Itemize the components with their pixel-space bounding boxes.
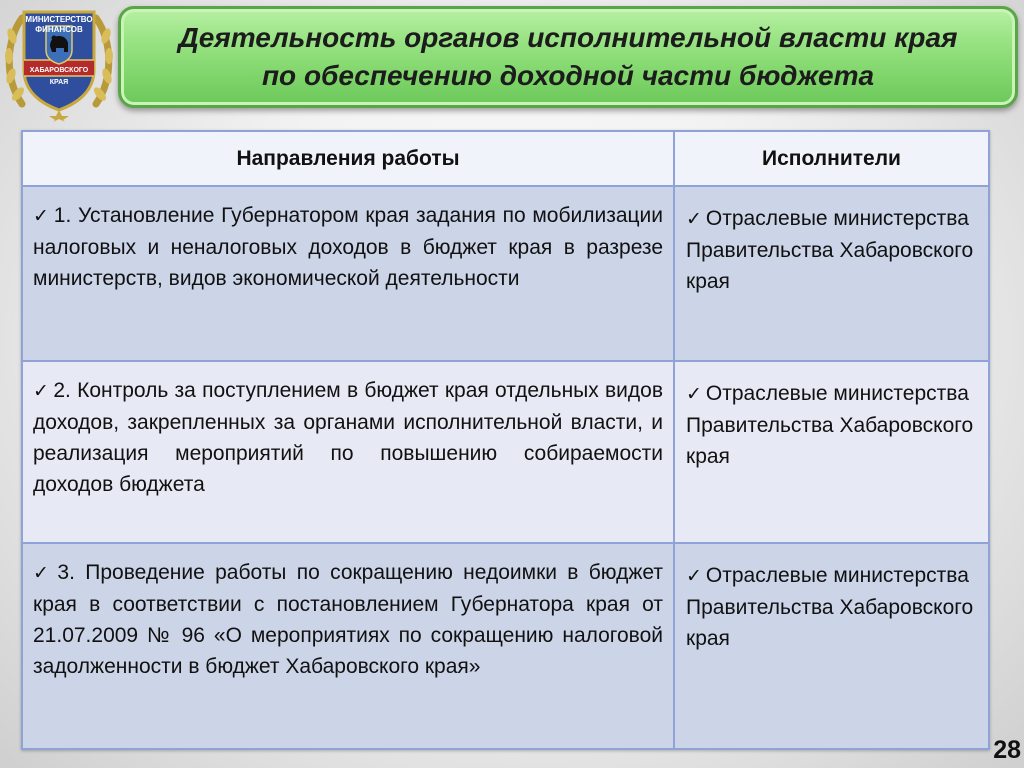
header-executors: Исполнители [674,131,989,186]
header-directions: Направления работы [22,131,674,186]
direction-text: 2. Контроль за поступлением в бюджет края отдельных видов доходов, закрепленных за органами исполнительной власти, и реализация мероприятий по повышению собираемости доходов бюджета [33,379,663,496]
table-header-row [22,131,989,186]
page-number: 28 [993,736,1021,764]
svg-text:ФИНАНСОВ: ФИНАНСОВ [35,25,83,34]
executor-text: Отраслевые министерства Правительства Хабаровского края [686,382,974,468]
check-icon: ✓ [33,206,50,227]
executor-cell [674,361,989,543]
direction-cell [22,361,674,543]
svg-text:ХАБАРОВСКОГО: ХАБАРОВСКОГО [29,67,89,74]
direction-text: 3. Проведение работы по сокращению недоимки в бюджет края в соответствии с постановлением Губернатора края от 21.07.2009 № 96 «О мероприятиях по сокращению налоговой задолженности в бюджет Хабаровского края» [33,561,664,678]
check-icon: ✓ [686,384,702,405]
executor-text: Отраслевые министерства Правительства Хабаровского края [686,207,974,293]
check-icon: ✓ [33,563,54,584]
check-icon: ✓ [686,566,702,587]
executor-cell [674,543,989,749]
title-line-2: по обеспечению доходной части бюджета [261,60,875,91]
title-banner [118,6,1018,108]
direction-cell [22,186,674,361]
check-icon: ✓ [686,209,702,230]
title-line-1: Деятельность органов исполнительной власти края [178,22,958,53]
executor-text: Отраслевые министерства Правительства Хабаровского края [686,564,974,650]
svg-text:КРАЯ: КРАЯ [49,79,69,86]
direction-cell [22,543,674,749]
direction-text: 1. Установление Губернатором края задания по мобилизации налоговых и неналоговых доходов в бюджет края в разрезе министерств, видов экономической деятельности [33,204,664,290]
ministry-emblem-logo [0,0,118,122]
table-row [22,361,989,543]
check-icon: ✓ [33,381,50,402]
svg-text:МИНИСТЕРСТВО: МИНИСТЕРСТВО [25,15,93,24]
table-row [22,543,989,749]
work-directions-table [21,130,990,750]
executor-cell [674,186,989,361]
table-row [22,186,989,361]
